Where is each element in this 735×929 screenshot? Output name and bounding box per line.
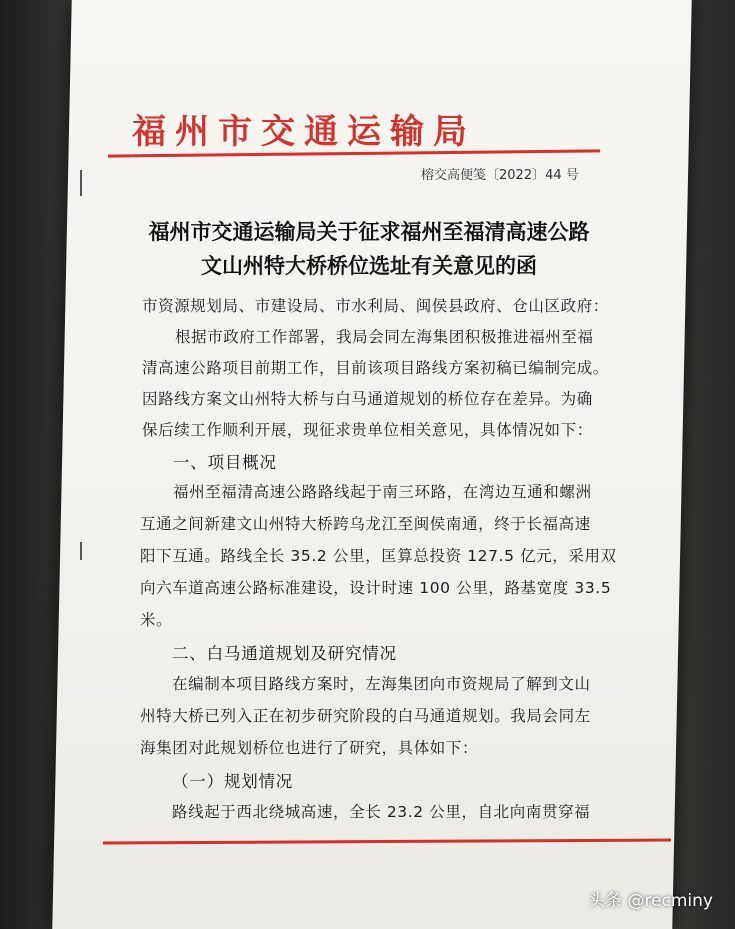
document-title-line-1: 福州市交通运输局关于征求福州至福清高速公路: [148, 220, 590, 244]
agency-title: 福州市交通运输局: [132, 112, 476, 152]
addressees: 市资源规划局、市建设局、市水利局、闽侯县政府、仓山区政府：: [142, 297, 609, 315]
intro-line: 保后续工作顺利开展，现征求贵单位相关意见，具体情况如下：: [142, 421, 593, 439]
section-1-line: 向六车道高速公路标准建设，设计时速 100 公里，路基宽度 33.5: [140, 579, 612, 597]
intro-line: 清高速公路项目前期工作，目前该项目路线方案初稿已编制完成。: [142, 359, 609, 377]
margin-mark: [80, 542, 82, 560]
intro-line: 根据市政府工作部署，我局会同左海集团积极推进福州至福: [175, 328, 594, 346]
section-2-line: 州特大桥已列入正在初步研究阶段的白马通道规划。我局会同左: [140, 707, 591, 725]
margin-mark: [80, 170, 82, 196]
document-title-line-2: 文山州特大桥桥位选址有关意见的函: [201, 254, 537, 278]
section-2-heading: 二、白马通道规划及研究情况: [172, 644, 397, 663]
footer-red-rule: [103, 839, 671, 845]
section-1-line: 福州至福清高速公路路线起于南三环路，在湾边互通和螺洲: [173, 483, 592, 501]
section-2-line: 在编制本项目路线方案时，左海集团向市资规局了解到文山: [172, 675, 591, 693]
document-number: 榕交高便笺〔2022〕44 号: [421, 168, 579, 183]
subsection-heading: （一）规划情况: [172, 772, 294, 791]
subsection-line: 路线起于西北绕城高速，全长 23.2 公里，自北向南贯穿福: [172, 803, 591, 821]
watermark: 头条 @recminy: [588, 891, 713, 911]
intro-line: 因路线方案文山州特大桥与白马通道规划的桥位存在差异。为确: [142, 390, 593, 408]
section-1-line: 阳下互通。路线全长 35.2 公里，匡算总投资 127.5 亿元，采用双: [140, 547, 617, 565]
section-1-line: 互通之间新建文山州特大桥跨乌龙江至闽侯南通，终于长福高速: [140, 515, 591, 533]
section-2-line: 海集团对此规划桥位也进行了研究，具体如下：: [140, 739, 479, 757]
section-1-heading: 一、项目概况: [173, 453, 277, 472]
section-1-line: 米。: [140, 611, 173, 629]
